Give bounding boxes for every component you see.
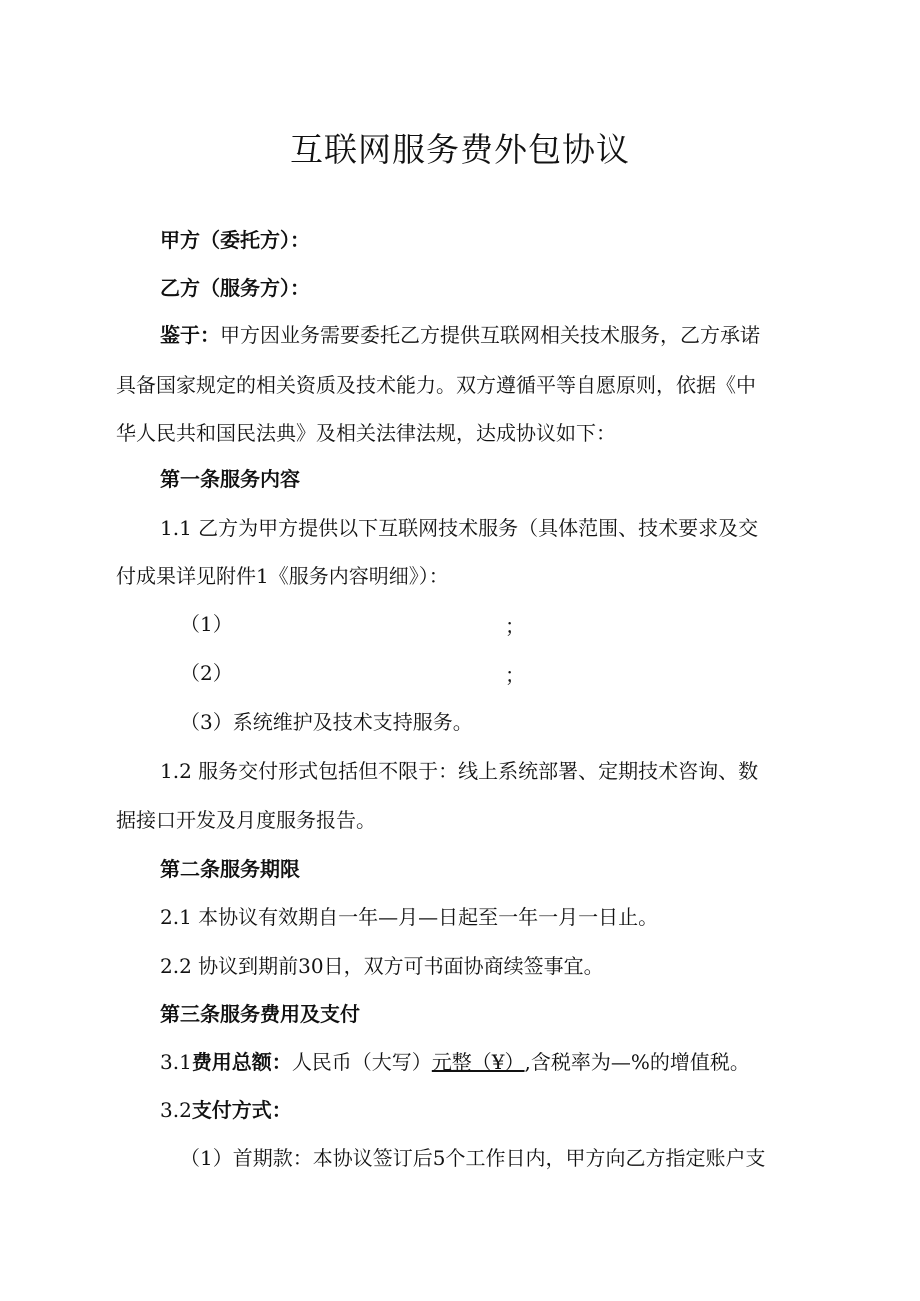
whereas-paragraph-line-3: 华人民共和国民法典》及相关法律法规，达成协议如下：	[116, 421, 616, 445]
party-b-line: 乙方（服务方）：	[160, 276, 310, 300]
clause-3-2-label: 支付方式：	[191, 1098, 292, 1122]
clause-3-1	[160, 1048, 750, 1076]
item-1-label: （1）	[180, 612, 233, 636]
whereas-text-1: 甲方因业务需要委托乙方提供互联网相关技术服务，乙方承诺	[220, 323, 760, 347]
clause-3-1-text-a: 人民币（大写）	[291, 1050, 432, 1074]
clause-3-2-number: 3.2	[160, 1098, 192, 1122]
whereas-label: 鉴于：	[160, 323, 220, 347]
clause-3-1-text-b: ,含税率为—%的增值税。	[524, 1050, 750, 1074]
clause-3-1-underlined-amount: 元整（¥）	[431, 1050, 525, 1074]
whereas-paragraph-line-1	[160, 321, 760, 349]
item-2-label: （2）	[180, 661, 233, 685]
article-1-title: 第一条服务内容	[160, 467, 300, 491]
clause-3-1-number: 3.1	[160, 1050, 192, 1074]
article-2-title: 第二条服务期限	[160, 857, 300, 881]
clause-2-1: 2.1 本协议有效期自一年—月—日起至一年一月一日止。	[160, 905, 659, 929]
party-a-line: 甲方（委托方）：	[160, 228, 310, 252]
whereas-paragraph-line-2: 具备国家规定的相关资质及技术能力。双方遵循平等自愿原则，依据《中	[116, 373, 756, 397]
payment-item-1-line-1: （1）首期款：本协议签订后5个工作日内，甲方向乙方指定账户支	[180, 1146, 766, 1170]
clause-1-2-line-2: 据接口开发及月度服务报告。	[116, 808, 376, 832]
clause-1-2-line-1: 1.2 服务交付形式包括但不限于：线上系统部署、定期技术咨询、数	[160, 759, 759, 783]
clause-1-1-line-1: 1.1 乙方为甲方提供以下互联网技术服务（具体范围、技术要求及交	[160, 516, 759, 540]
item-3: （3）系统维护及技术支持服务。	[180, 710, 473, 734]
item-2-end: ；	[505, 663, 525, 687]
clause-3-1-label: 费用总额：	[191, 1050, 292, 1074]
article-3-title: 第三条服务费用及支付	[160, 1002, 360, 1026]
clause-1-1-line-2: 付成果详见附件1《服务内容明细》）：	[116, 564, 449, 588]
clause-3-2	[160, 1096, 292, 1124]
document-title: 互联网服务费外包协议	[290, 130, 630, 169]
clause-2-2: 2.2 协议到期前30日，双方可书面协商续签事宜。	[160, 954, 604, 978]
item-1-end: ；	[505, 614, 525, 638]
